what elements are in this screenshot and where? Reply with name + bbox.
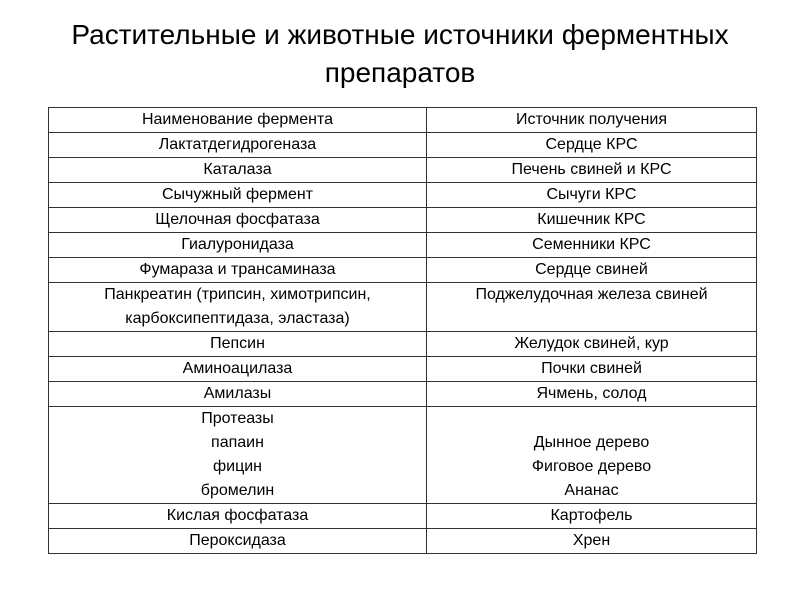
enzyme-cell: Лактатдегидрогеназа xyxy=(49,133,427,158)
source-cell: Почки свиней xyxy=(427,357,757,382)
enzyme-cell: Щелочная фосфатаза xyxy=(49,208,427,233)
enzyme-cell: Сычужный фермент xyxy=(49,183,427,208)
source-line: Дынное дерево xyxy=(533,434,650,451)
table-row xyxy=(49,382,757,407)
table-row xyxy=(49,208,757,233)
table-row xyxy=(49,504,757,529)
table-row xyxy=(49,283,757,332)
source-cell xyxy=(427,407,757,504)
source-cell: Печень свиней и КРС xyxy=(427,158,757,183)
enzyme-line: Протеазы xyxy=(201,410,274,427)
table-row xyxy=(49,133,757,158)
enzyme-cell: Пероксидаза xyxy=(49,529,427,554)
table-row xyxy=(49,158,757,183)
enzyme-sources-table xyxy=(48,107,757,554)
enzyme-cell: Фумараза и трансаминаза xyxy=(49,258,427,283)
enzyme-cell: Кислая фосфатаза xyxy=(49,504,427,529)
enzyme-cell: Каталаза xyxy=(49,158,427,183)
enzyme-cell: Пепсин xyxy=(49,332,427,357)
source-line: Ананас xyxy=(564,482,619,499)
table-row xyxy=(49,332,757,357)
slide-title xyxy=(40,16,760,92)
source-cell: Кишечник КРС xyxy=(427,208,757,233)
source-cell: Сердце свиней xyxy=(427,258,757,283)
enzyme-cell: Амилазы xyxy=(49,382,427,407)
source-line: Фиговое дерево xyxy=(531,458,652,475)
source-line xyxy=(431,407,752,431)
slide-title-line-1: Растительные и животные источники ферментных xyxy=(71,19,729,50)
source-cell: Картофель xyxy=(427,504,757,529)
enzyme-cell: Аминоацилаза xyxy=(49,357,427,382)
enzyme-line: папаин xyxy=(211,434,264,451)
enzyme-cell xyxy=(49,283,427,332)
source-cell: Семенники КРС xyxy=(427,233,757,258)
table-row xyxy=(49,183,757,208)
enzyme-line: карбоксипептидаза, эластаза) xyxy=(125,310,350,327)
enzyme-line: фицин xyxy=(212,458,263,475)
table-row xyxy=(49,407,757,504)
source-cell: Сычуги КРС xyxy=(427,183,757,208)
source-cell xyxy=(427,283,757,332)
source-cell: Ячмень, солод xyxy=(427,382,757,407)
header-enzyme-name: Наименование фермента xyxy=(49,108,427,133)
enzyme-line: бромелин xyxy=(200,482,275,499)
source-line: Поджелудочная железа свиней xyxy=(475,286,708,303)
enzyme-cell: Гиалуронидаза xyxy=(49,233,427,258)
table-row xyxy=(49,357,757,382)
enzyme-cell xyxy=(49,407,427,504)
enzyme-line: Панкреатин (трипсин, химотрипсин, xyxy=(104,286,371,303)
header-source: Источник получения xyxy=(427,108,757,133)
slide-title-line-2: препаратов xyxy=(324,57,476,88)
table-row xyxy=(49,529,757,554)
source-cell: Хрен xyxy=(427,529,757,554)
source-cell: Сердце КРС xyxy=(427,133,757,158)
table-row xyxy=(49,233,757,258)
table-header-row xyxy=(49,108,757,133)
source-cell: Желудок свиней, кур xyxy=(427,332,757,357)
table-row xyxy=(49,258,757,283)
